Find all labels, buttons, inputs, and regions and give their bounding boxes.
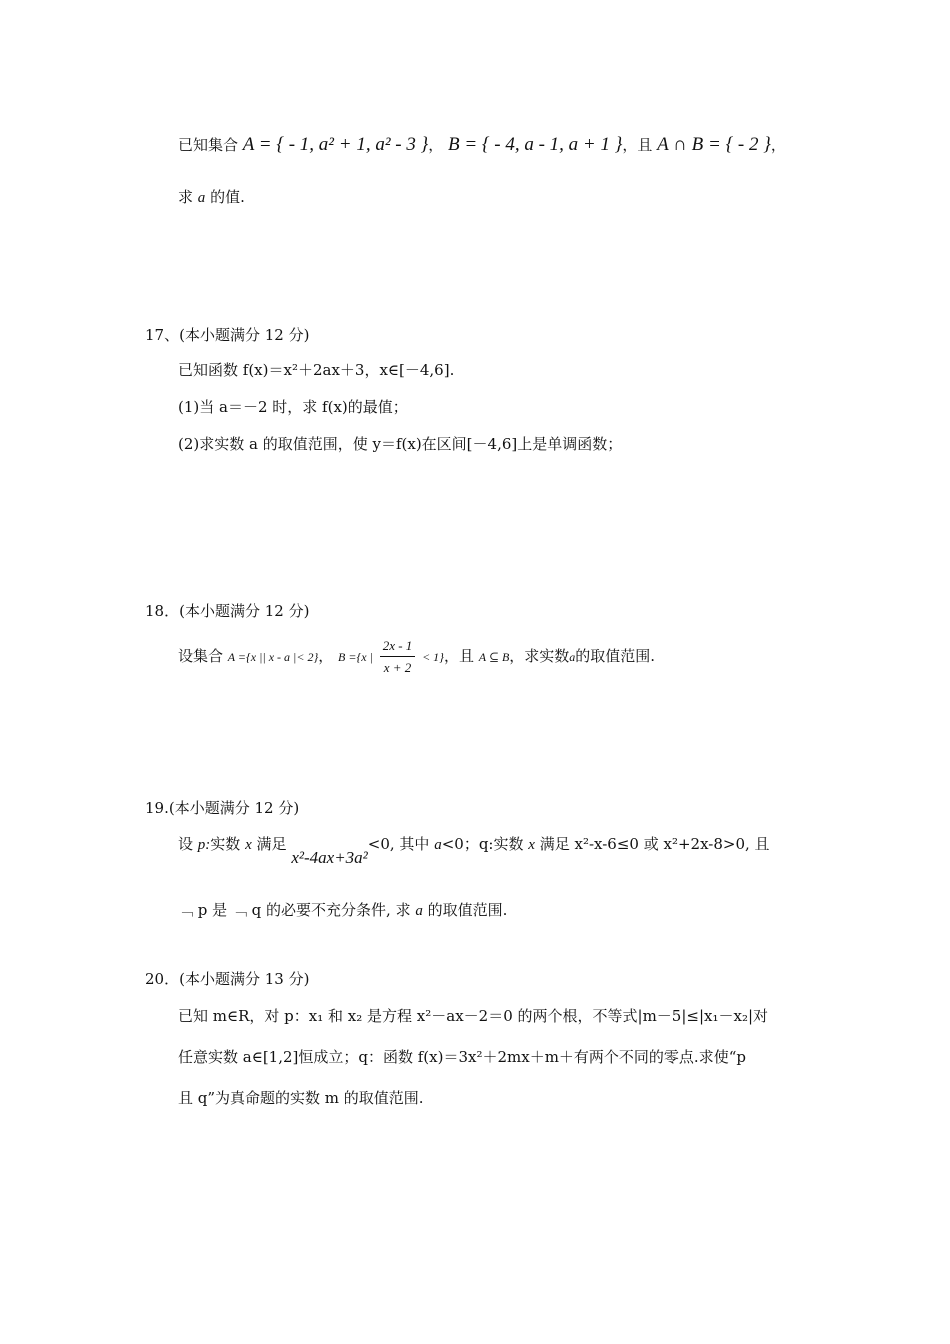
p17-q2: (2)求实数 a 的取值范围，使 y＝f(x)在区间[－4,6]上是单调函数； bbox=[178, 435, 623, 453]
set-a-expr: A = { - 1, a² + 1, a² - 3 } bbox=[242, 134, 429, 155]
p18-heading: 18．(本小题满分 12 分) bbox=[145, 602, 310, 620]
p17-intro: 已知函数 f(x)＝x²＋2ax＋3，x∈[－4,6]. bbox=[178, 361, 455, 379]
p19-line2: ﹁ p 是 ﹁ q 的必要不充分条件, 求 a 的取值范围. bbox=[178, 901, 508, 919]
set-b-expr: B = { - 4, a - 1, a + 1 } bbox=[448, 134, 623, 155]
p20-heading: 20．(本小题满分 13 分) bbox=[145, 970, 310, 988]
p18-body: 设集合 A ={x || x - a |< 2}， B ={x | $\frac{2x - 1}{x + 2}$ < 1}，且 A ⊆ B，求实数a的取值范围. bbox=[178, 638, 656, 675]
quadratic-expr: x²-4ax+3a² bbox=[291, 848, 368, 867]
p16-line1: 已知集合 A = { - 1, a² + 1, a² - 3 }， B = { - 4, a - 1, a + 1 }，且 A ∩ B = { - 2 }， bbox=[178, 134, 786, 155]
intersection-expr: A ∩ B = { - 2 } bbox=[657, 134, 771, 155]
p17-q1: (1)当 a＝－2 时，求 f(x)的最值； bbox=[178, 398, 408, 416]
p19-heading: 19.(本小题满分 12 分) bbox=[145, 799, 300, 817]
p17-heading: 17、(本小题满分 12 分) bbox=[145, 326, 310, 344]
p16-line2: 求 a 的值. bbox=[178, 188, 245, 206]
set-a-def: A ={x || x - a |< 2} bbox=[227, 650, 319, 664]
p19-line1: 设 p:实数 x 满足 x²-4ax+3a²<0, 其中 a<0；q:实数 x 满足 x²-x-6≤0 或 x²+2x-8>0, 且 bbox=[178, 835, 770, 867]
fraction: $\frac{2x - 1}{x + 2}$ bbox=[380, 638, 416, 676]
p20-line3: 且 q”为真命题的实数 m 的取值范围. bbox=[178, 1089, 424, 1107]
p20-line1: 已知 m∈R，对 p：x₁ 和 x₂ 是方程 x²－ax－2＝0 的两个根，不等式|m－5|≤|x₁－x₂|对 bbox=[178, 1007, 769, 1025]
subset-expr: A ⊆ B bbox=[478, 650, 510, 664]
p20-line2: 任意实数 a∈[1,2]恒成立；q：函数 f(x)＝3x²＋2mx＋m＋有两个不同的零点.求使“p bbox=[178, 1048, 746, 1066]
